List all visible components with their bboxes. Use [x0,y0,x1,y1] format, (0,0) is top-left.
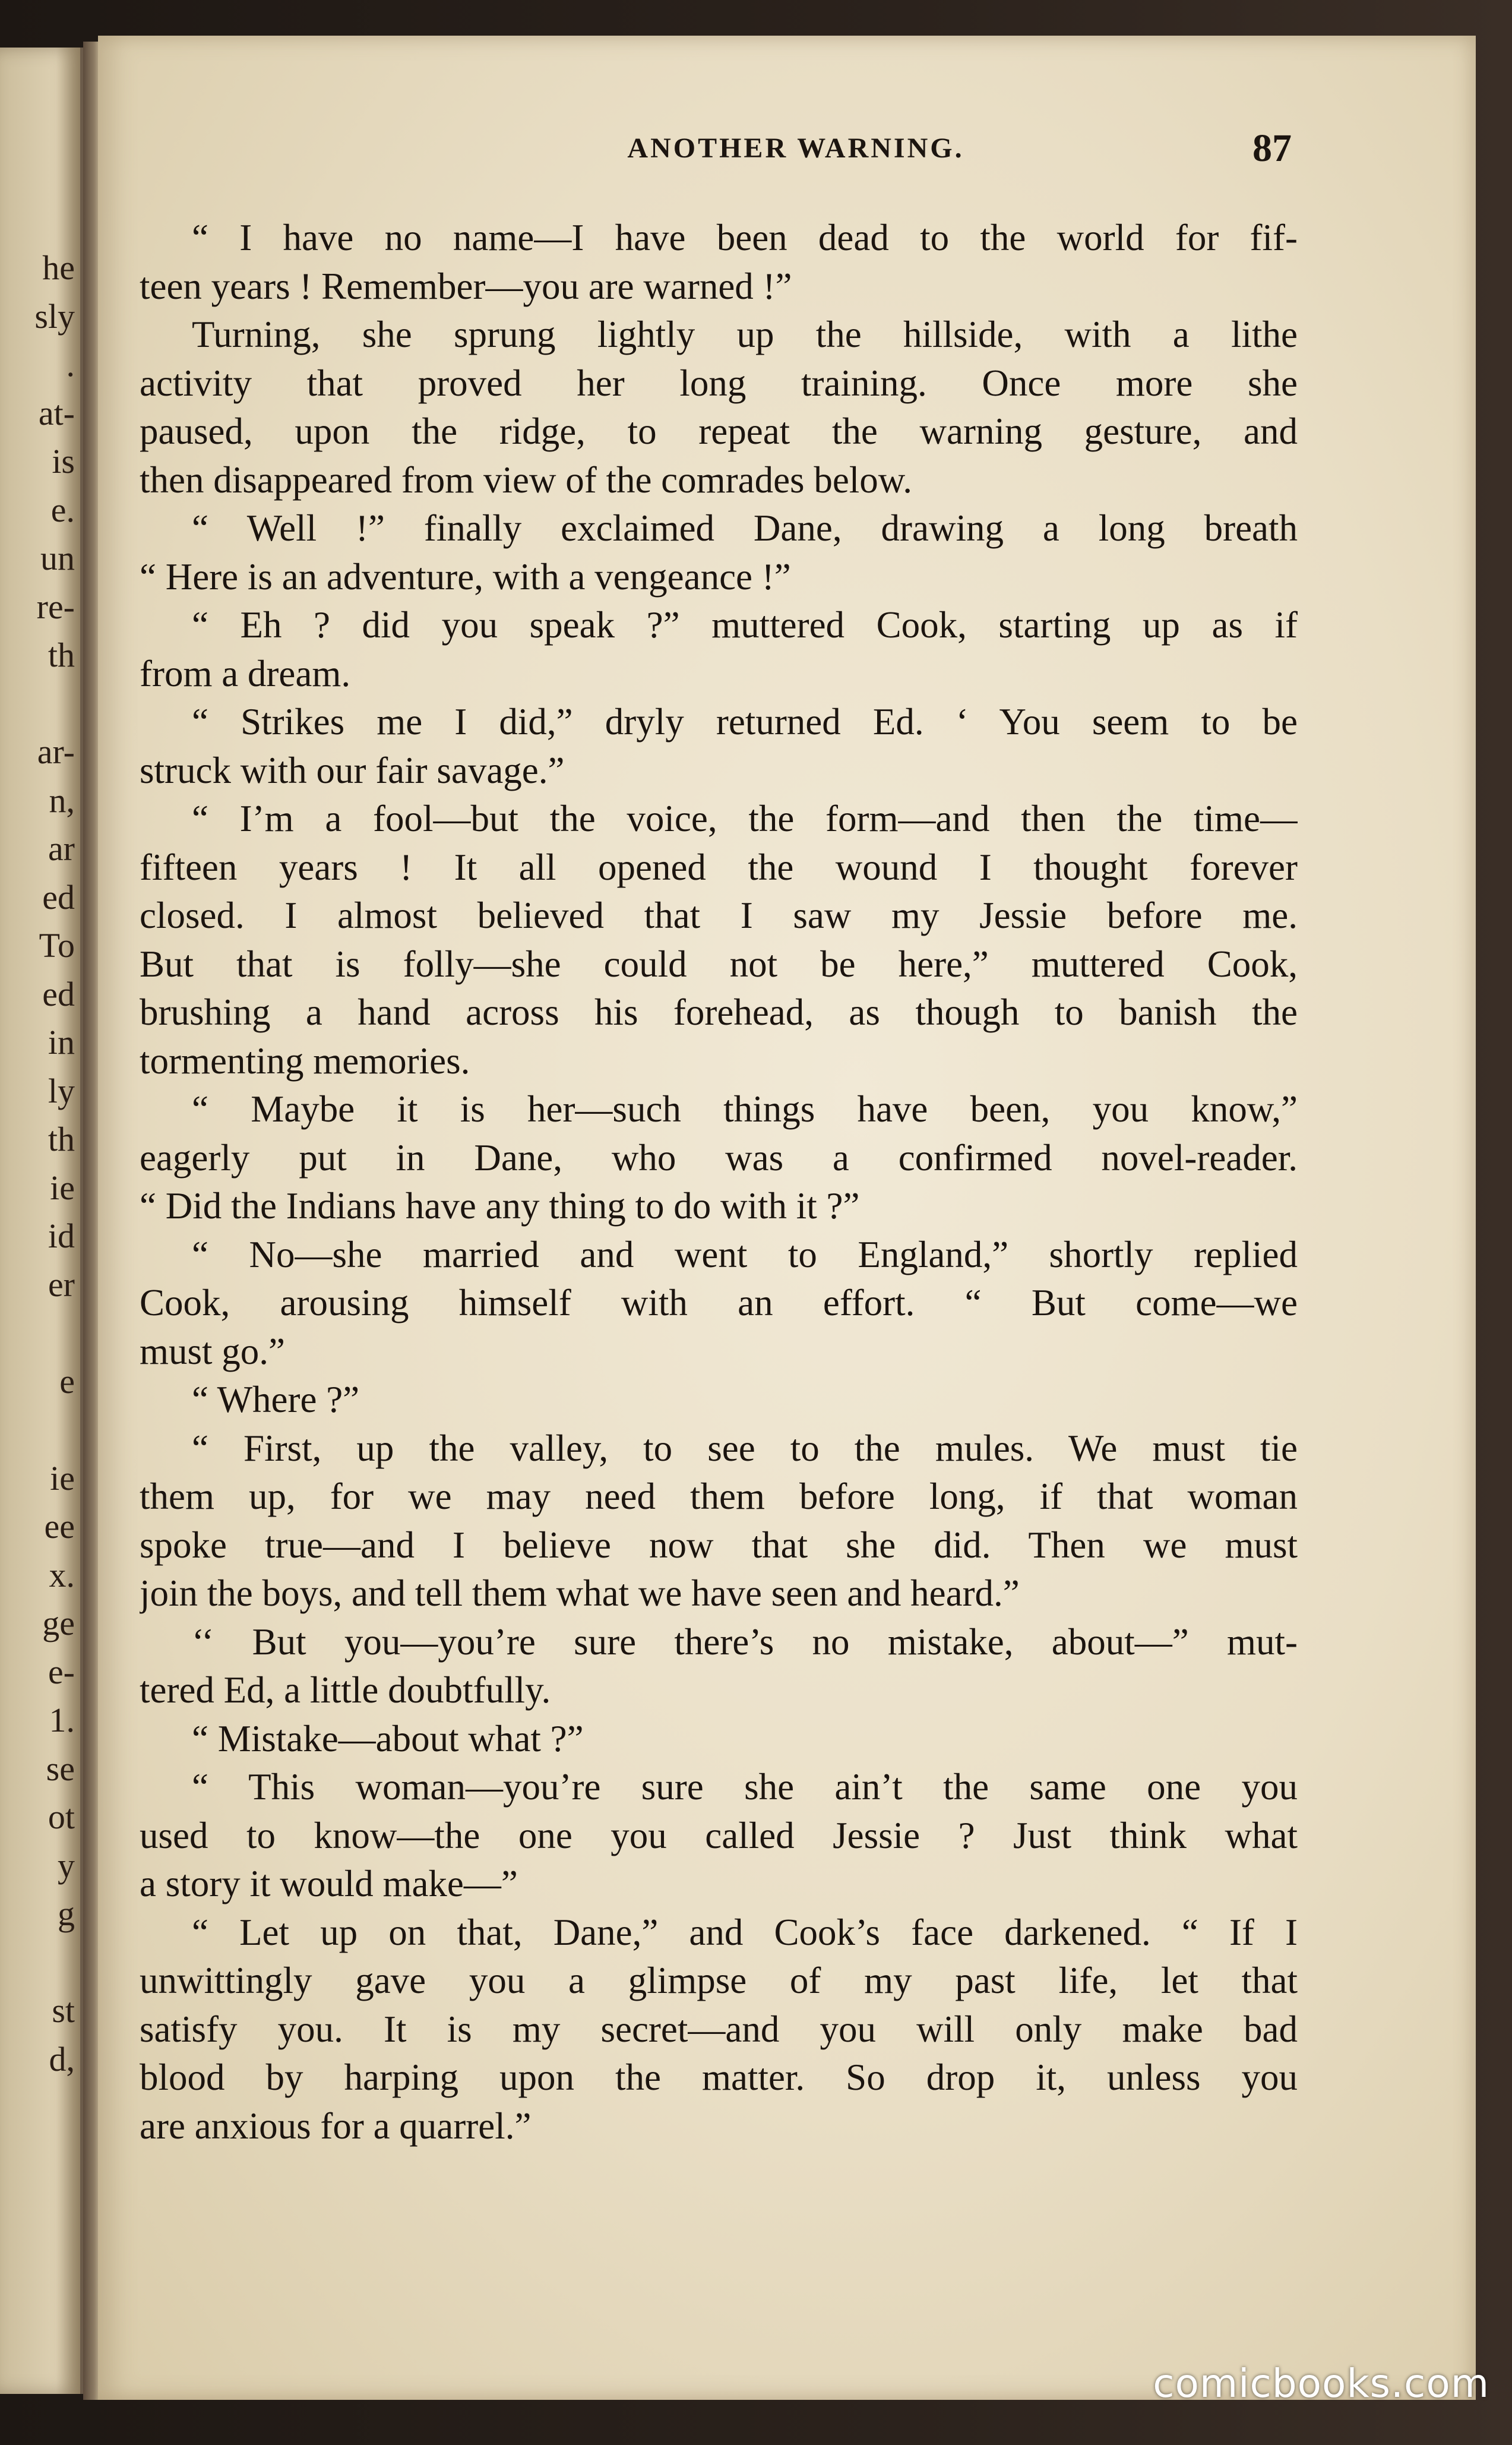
previous-page-fragment: in [48,1023,75,1062]
text-line: “ No—she married and went to England,” shortly replied [192,1233,1298,1275]
previous-page-fragment: y [58,1846,75,1885]
previous-page-fragment: d, [49,2039,75,2078]
previous-page-fragment: ed [42,877,75,917]
previous-page-fragments [2,244,80,2083]
text-line: spoke true—and I believe now that she did. Then we must [140,1524,1298,1566]
text-line: “ Eh ? did you speak ?” muttered Cook, starting up as if [192,604,1298,646]
previous-page-fragment: ar [48,829,75,868]
previous-page-fragment: n, [49,781,75,820]
page-number: 87 [1252,127,1292,170]
previous-page-fragment: e [59,1362,75,1401]
previous-page-fragment: ot [48,1798,75,1836]
text-line: teen years ! Remember—you are warned !” [140,265,792,307]
previous-page-fragment: un [40,539,75,577]
text-line: “ I’m a fool—but the voice, the form—and then the time— [192,798,1298,839]
previous-page-fragment [2,1938,80,1987]
watermark: comicbooks.com [1153,2361,1489,2406]
previous-page-fragment: ed [42,974,75,1013]
text-line: “ Did the Indians have any thing to do with it ?” [140,1185,860,1227]
previous-page-fragment: sly [34,296,75,336]
previous-page-fragment: er [48,1265,75,1304]
text-line: “ Where ?” [192,1379,360,1420]
previous-page-fragment: ge [42,1604,75,1642]
previous-page-fragment: id [48,1217,75,1255]
previous-page-fragment: ie [50,1168,75,1207]
text-line: “ First, up the valley, to see to the mules. We must tie [192,1427,1298,1469]
text-line: unwittingly gave you a glimpse of my past life, let that [140,1960,1298,2001]
text-line: satisfy you. It is my secret—and you will only make bad [140,2008,1298,2050]
text-line: tered Ed, a little doubtfully. [140,1669,551,1711]
previous-page-fragment: is [52,442,75,481]
previous-page-fragment: at- [38,393,75,432]
previous-page-fragment: re- [36,587,75,626]
page-header [98,122,1476,175]
previous-page-fragment: th [48,1120,75,1158]
previous-page-fragment: he [42,248,75,287]
previous-page-fragment: g [58,1894,75,1933]
previous-page-fragment [2,1309,80,1357]
previous-page-edge [0,48,86,2394]
previous-page-fragment [2,680,80,728]
previous-page-fragment: ie [50,1458,75,1498]
text-line: “ Mistake—about what ?” [192,1717,584,1759]
text-line: But that is folly—she could not be here,” muttered Cook, [140,943,1298,985]
text-line: a story it would make—” [140,1863,518,1904]
text-line: eagerly put in Dane, who was a confirmed novel-reader. [140,1136,1298,1179]
body-text [140,214,1298,2150]
book-page [98,36,1476,2400]
text-line: closed. I almost believed that I saw my Jessie before me. [140,895,1298,936]
previous-page-fragment: ee [44,1507,75,1546]
running-head: ANOTHER WARNING. [627,132,964,164]
text-line: “ Well !” finally exclaimed Dane, drawing a long breath [192,507,1298,549]
text-line: then disappeared from view of the comrades below. [140,459,912,501]
text-line: fifteen years ! It all opened the wound I thought forever [140,846,1298,888]
text-line: Cook, arousing himself with an effort. “ But come—we [140,1282,1298,1323]
text-line: “ Let up on that, Dane,” and Cook’s face darkened. “ If I [192,1911,1298,1953]
previous-page-fragment: 1. [49,1701,75,1739]
previous-page-fragment: th [48,636,75,674]
text-line: brushing a hand across his forehead, as though to banish the [140,991,1298,1033]
text-line: ‘‘ But you—you’re sure there’s no mistake, about—” mut- [192,1620,1298,1663]
text-line: blood by harping upon the matter. So drop it, unless you [140,2057,1298,2098]
text-line: Turning, she sprung lightly up the hillside, with a lithe [192,314,1298,355]
previous-page-fragment: e. [50,490,75,529]
previous-page-fragment: . [66,345,75,384]
text-line: must go.” [140,1330,285,1372]
previous-page-fragment [2,1405,80,1454]
text-line: “ I have no name—I have been dead to the world for fif- [192,217,1298,258]
previous-page-fragment: e- [48,1652,75,1691]
text-line: join the boys, and tell them what we have seen and heard.” [140,1572,1020,1614]
text-line: “ This woman—you’re sure she ain’t the same one you [192,1766,1298,1808]
text-line: “ Strikes me I did,” dryly returned Ed. ‘ You seem to be [192,701,1298,743]
text-line: activity that proved her long training. Once more she [140,362,1298,404]
previous-page-fragment: ar- [37,732,75,771]
previous-page-fragment: se [46,1749,75,1788]
text-line: paused, upon the ridge, to repeat the warning gesture, and [140,410,1298,452]
previous-page-fragment: st [52,1991,75,2030]
previous-page-fragment: x. [49,1555,75,1594]
text-line: “ Here is an adventure, with a vengeance !” [140,555,791,598]
text-line: from a dream. [140,652,351,694]
text-line: struck with our fair savage.” [140,749,565,791]
text-line: used to know—the one you called Jessie ? Just think what [140,1814,1298,1856]
previous-page-fragment: ly [48,1071,75,1110]
text-line: are anxious for a quarrel.” [140,2105,532,2147]
previous-page-fragment: To [39,926,75,965]
text-line: them up, for we may need them before long, if that woman [140,1476,1298,1517]
text-line: “ Maybe it is her—such things have been, you know,” [192,1088,1298,1130]
text-line: tormenting memories. [140,1040,470,1082]
